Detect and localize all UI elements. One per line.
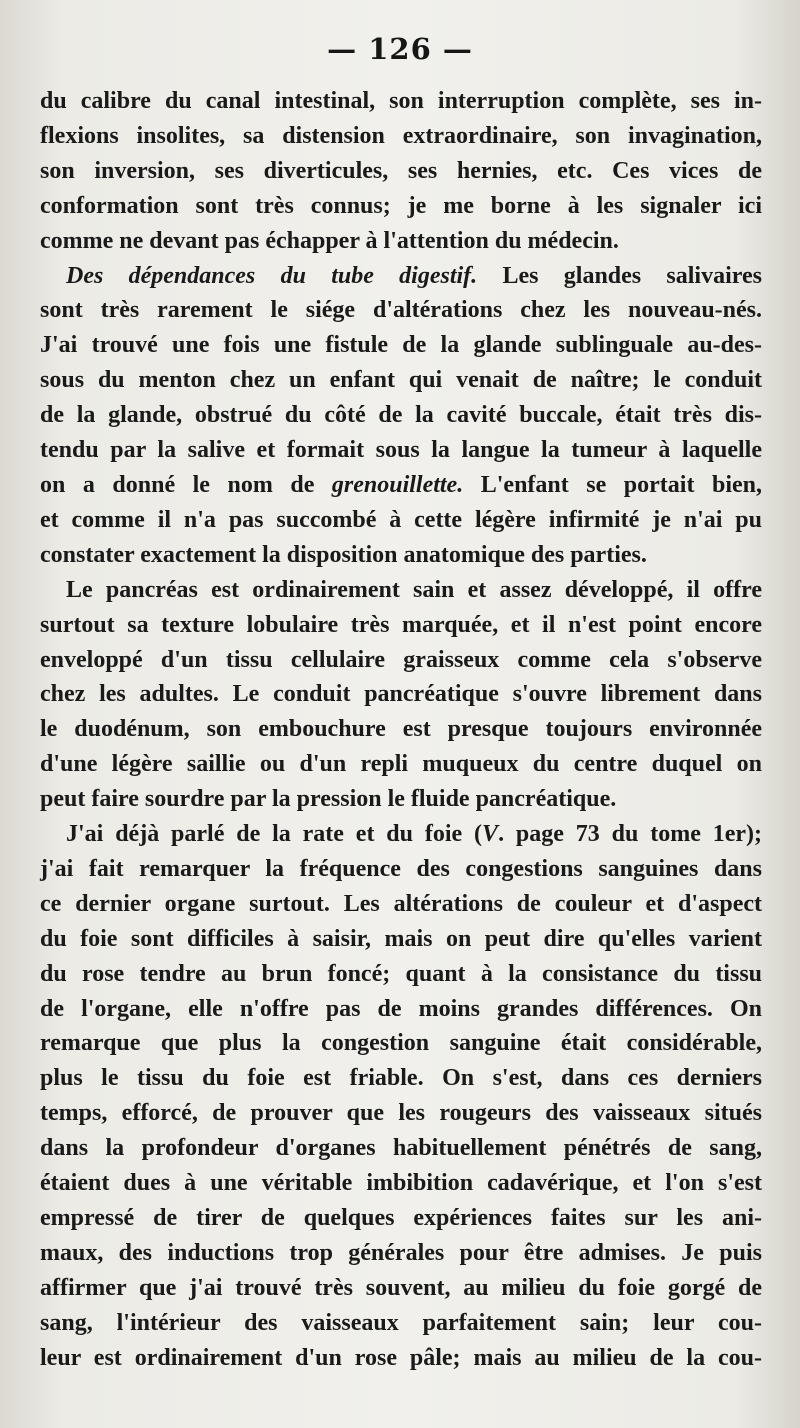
text-line (40, 747, 762, 782)
text-line (40, 1096, 762, 1131)
line-text: du foie sont difficiles à saisir, mais on peut dire qu'elles varient (40, 925, 762, 952)
line-text: sous du menton chez un enfant qui venait de naître; le conduit (40, 367, 762, 394)
text-line (40, 1166, 762, 1201)
text-line (40, 608, 762, 643)
text-line (40, 852, 762, 887)
line-text: Le pancréas est ordinairement sain et assez développé, il offre (66, 576, 762, 603)
text-line (40, 1131, 762, 1166)
text-line (40, 363, 762, 398)
line-text: tendu par la salive et formait sous la langue la tumeur à laquelle (40, 437, 762, 464)
text-line (40, 1026, 762, 1061)
italic-text: V (482, 821, 499, 848)
line-text: le duodénum, son embouchure est presque toujours environnée (40, 716, 762, 743)
text-line (40, 1061, 762, 1096)
text-line (40, 677, 762, 712)
text-line (40, 782, 762, 817)
line-text: sont très rarement le siége d'altérations chez les nouveau-nés. (40, 297, 762, 324)
line-text: remarque que plus la congestion sanguine était considérable, (40, 1030, 762, 1057)
text-line (40, 119, 762, 154)
body-text (40, 84, 762, 1376)
text-line (40, 1201, 762, 1236)
text-line (40, 1341, 762, 1376)
text-line (40, 433, 762, 468)
italic-text: Des dépendances du tube digestif. (66, 262, 478, 289)
line-text: comme ne devant pas échapper à l'attention du médecin. (40, 227, 619, 254)
line-text: surtout sa texture lobulaire très marquée, et il n'est point encore (40, 611, 762, 638)
line-text: empressé de tirer de quelques expériences faites sur les ani- (40, 1205, 762, 1231)
text-line (40, 538, 762, 573)
text-line (40, 503, 762, 538)
text-line (40, 293, 762, 328)
line-text: maux, des inductions trop générales pour être admises. Je puis (40, 1239, 762, 1266)
text-line (40, 398, 762, 433)
text-line (40, 154, 762, 189)
text-line (40, 643, 762, 678)
line-text: de la glande, obstrué du côté de la cavité buccale, était très dis- (40, 402, 762, 429)
line-text: sang, l'intérieur des vaisseaux parfaitement sain; leur cou- (40, 1309, 762, 1336)
text-line (40, 224, 762, 259)
line-text: dans la profondeur d'organes habituellement pénétrés de sang, (40, 1135, 762, 1162)
text-line (40, 259, 762, 294)
text-line (40, 189, 762, 224)
text-line (40, 328, 762, 363)
line-text: conformation sont très connus; je me borne à les signaler ici (40, 192, 762, 219)
line-text: temps, efforcé, de prouver que les rougeurs des vaisseaux situés (40, 1100, 762, 1127)
text-line (40, 712, 762, 747)
line-text: ce dernier organe surtout. Les altérations de couleur et d'aspect (40, 890, 762, 917)
page-number: — 126 — (327, 32, 473, 66)
line-text: L'enfant se portait bien, (463, 471, 762, 498)
text-line (40, 468, 762, 503)
line-text: j'ai fait remarquer la fréquence des congestions sanguines dans (40, 855, 762, 882)
text-line (40, 992, 762, 1027)
line-text: flexions insolites, sa distension extraordinaire, son invagination, (40, 122, 762, 149)
text-line (40, 817, 762, 852)
line-text: son inversion, ses diverticules, ses hernies, etc. Ces vices de (40, 157, 762, 184)
line-text: du rose tendre au brun foncé; quant à la consistance du tissu (40, 960, 762, 987)
line-text: étaient dues à une véritable imbibition cadavérique, et l'on s'est (40, 1170, 762, 1197)
text-line (40, 573, 762, 608)
line-text: enveloppé d'un tissu cellulaire graisseux comme cela s'observe (40, 646, 762, 673)
line-text: de l'organe, elle n'offre pas de moins grandes différences. On (40, 995, 762, 1022)
line-text: on a donné le nom de (40, 471, 332, 498)
line-text: plus le tissu du foie est friable. On s'est, dans ces derniers (40, 1065, 762, 1092)
text-line (40, 922, 762, 957)
line-text: peut faire sourdre par la pression le fluide pancréatique. (40, 786, 617, 813)
line-text: et comme il n'a pas succombé à cette légère infirmité je n'ai pu (40, 506, 762, 533)
line-text: constater exactement la disposition anatomique des parties. (40, 541, 647, 568)
italic-text: grenouillette. (331, 471, 464, 498)
text-line (40, 957, 762, 992)
line-text: du calibre du canal intestinal, son interruption complète, ses in- (40, 88, 762, 114)
line-text: chez les adultes. Le conduit pancréatique s'ouvre librement dans (40, 681, 762, 708)
text-line (40, 1271, 762, 1306)
line-text: J'ai déjà parlé de la rate et du foie ( (66, 821, 483, 848)
text-line (40, 1306, 762, 1341)
text-line (40, 84, 762, 119)
line-text: Les glandes salivaires (477, 262, 762, 289)
line-text: . page 73 du tome 1er); (498, 821, 763, 848)
line-text: J'ai trouvé une fois une fistule de la glande sublinguale au-des- (40, 332, 762, 359)
line-text: leur est ordinairement d'un rose pâle; mais au milieu de la cou- (40, 1344, 762, 1371)
line-text: d'une légère saillie ou d'un repli muqueux du centre duquel on (40, 751, 762, 778)
line-text: affirmer que j'ai trouvé très souvent, au milieu du foie gorgé de (40, 1274, 762, 1301)
text-line (40, 1236, 762, 1271)
text-line (40, 887, 762, 922)
